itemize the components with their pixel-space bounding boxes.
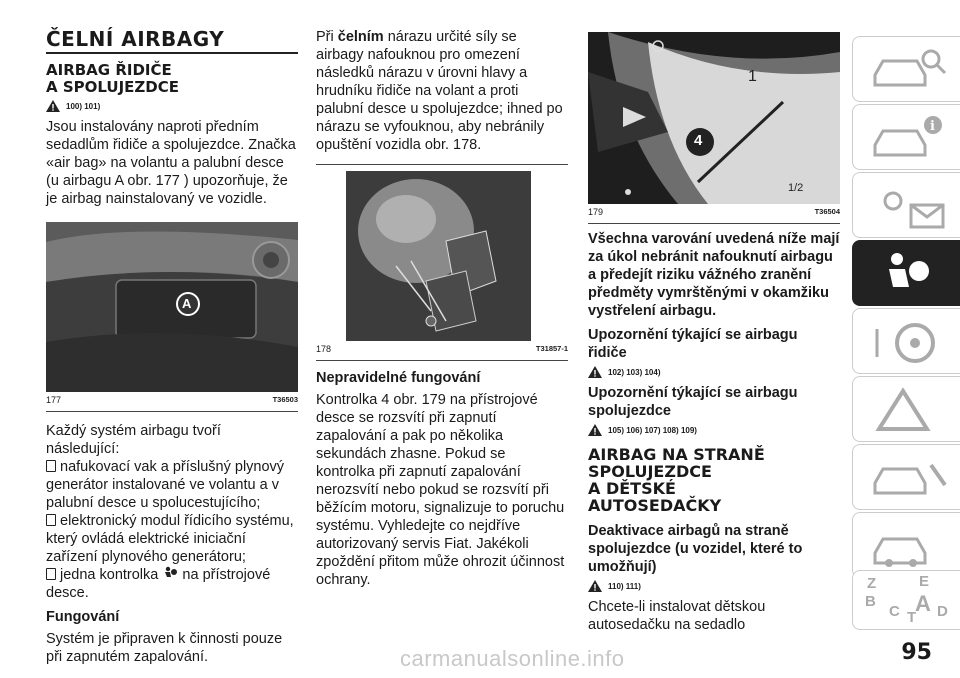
column-3 bbox=[588, 32, 840, 634]
figure-label-a: A bbox=[182, 296, 192, 311]
gauge-mark-half: 1/2 bbox=[788, 182, 804, 194]
svg-text:i: i bbox=[930, 119, 935, 134]
index-tab-specifications[interactable] bbox=[852, 512, 960, 578]
system-intro: Každý systém airbagu tvoří následující: bbox=[46, 423, 221, 457]
index-tab-starting-driving[interactable] bbox=[852, 308, 960, 374]
figure-178 bbox=[336, 171, 536, 341]
intro-paragraph: Jsou instalovány naproti předním sedadlům řidiče a spolujezdce. Značka «air bag» na volantu a palubní desce (u airbagu A obr. 177 ) upozorňuje, že je airbag nainstalovaný ve vozidle. bbox=[46, 119, 296, 207]
airbag-safety-icon bbox=[853, 241, 960, 305]
irregular-heading: Nepravidelné fungování bbox=[316, 370, 481, 386]
list-item: elektronický modul řídicího systému, který ovládá elektrické iniciační zařízení plynového generátoru; bbox=[46, 513, 294, 565]
passenger-warning-refs: 105) 106) 107) 108) 109) bbox=[588, 424, 840, 436]
emergency-triangle-icon bbox=[853, 377, 960, 441]
front-impact-paragraph: Při čelním nárazu určité síly se airbagy nafouknou pro omezení následků nárazu v úrovni hlavy a hrudníku řidiče na volant a proti palubní desce u spolujezdce; ihned po nárazu se vyfouknou, aby nebránily opuštění vozidla obr. 178. bbox=[316, 29, 563, 153]
car-info-icon bbox=[853, 105, 960, 169]
airbag-warning-icon bbox=[162, 566, 178, 582]
watermark: carmanualsonline.info bbox=[400, 646, 625, 671]
car-specs-icon bbox=[853, 513, 960, 577]
column-2 bbox=[316, 28, 568, 589]
steering-wheel-icon bbox=[853, 309, 960, 373]
figure-179-caption: 179 T36504 bbox=[588, 204, 840, 224]
subsection-title: AIRBAG ŘIDIČE A SPOLUJEZDCE bbox=[46, 61, 179, 96]
warning-icon bbox=[588, 366, 602, 378]
gauge-mark-1: 1 bbox=[748, 68, 757, 85]
title-rule bbox=[46, 52, 298, 54]
index-tab-car-info[interactable] bbox=[852, 36, 960, 102]
figure-177-caption: 177 T36503 bbox=[46, 392, 298, 412]
list-item: jedna kontrolka na přístrojové desce. bbox=[46, 567, 271, 601]
figure-label-4: 4 bbox=[694, 132, 703, 149]
warning-icon bbox=[46, 100, 60, 112]
function-text: Systém je připraven k činnosti pouze při zapnutém zapalování. bbox=[46, 631, 283, 665]
index-tab-emergency[interactable] bbox=[852, 376, 960, 442]
bullet-icon bbox=[46, 514, 56, 526]
driver-warning-refs: 102) 103) 104) bbox=[588, 366, 840, 378]
deactivation-refs: 110) 111) bbox=[588, 580, 840, 592]
warning-icon bbox=[588, 580, 602, 592]
warning-refs: 100) 101) bbox=[46, 100, 298, 112]
dashboard-photo bbox=[46, 222, 298, 392]
warning-bold-paragraph: Všechna varování uvedená níže mají za úkol nebránit nafouknutí airbagu a předejít riziku vážného zranění předměty vymrštěnými v okamžiku vystřelení airbagu. bbox=[588, 231, 840, 319]
column-1 bbox=[46, 28, 298, 666]
warning-light-icon bbox=[853, 173, 960, 237]
index-letters: Z E B C T A D bbox=[865, 573, 948, 626]
list-item: nafukovací vak a příslušný plynový generátor instalované ve volantu a v palubní desce u spolucestujícího; bbox=[46, 459, 285, 511]
index-tab-safety[interactable] bbox=[852, 240, 960, 306]
index-tab-maintenance[interactable] bbox=[852, 444, 960, 510]
car-maintenance-icon bbox=[853, 445, 960, 509]
page-number: 95 bbox=[901, 640, 932, 665]
deactivation-heading: Deaktivace airbagů na straně spolujezdce (u vozidel, které to umožňují) bbox=[588, 523, 803, 575]
index-tab-warning-lights[interactable] bbox=[852, 172, 960, 238]
index-tab-car-controls[interactable] bbox=[852, 104, 960, 170]
section-title: ČELNÍ AIRBAGY bbox=[46, 27, 225, 51]
driver-warning-heading: Upozornění týkající se airbagu řidiče bbox=[588, 327, 798, 361]
passenger-warning-heading: Upozornění týkající se airbagu spolujezdce bbox=[588, 385, 798, 419]
warning-icon bbox=[588, 424, 602, 436]
instrument-cluster-photo bbox=[588, 32, 840, 204]
deactivation-text: Chcete-li instalovat dětskou autosedačku na sedadlo bbox=[588, 599, 766, 633]
side-airbag-title: AIRBAG NA STRANĚ SPOLUJEZDCE A DĚTSKÉ AUTOSEDAČKY bbox=[588, 445, 765, 515]
bullet-icon bbox=[46, 568, 56, 580]
airbag-illustration bbox=[336, 171, 536, 341]
bullet-icon bbox=[46, 460, 56, 472]
function-heading: Fungování bbox=[46, 609, 120, 625]
figure-179 bbox=[588, 32, 840, 204]
figure-178-caption: 178 T31857-1 bbox=[316, 341, 568, 361]
car-search-icon bbox=[853, 37, 960, 101]
index-tab-alphabetical-index[interactable] bbox=[852, 570, 960, 630]
irregular-text: Kontrolka 4 obr. 179 na přístrojové desce se rozsvítí při zapnutí zapalování a pak po několika sekundách zhasne. Pokud se kontrolka při zapnutí zapalování nerozsvítí nebo pokud se rozsvítí při běžícím motoru, signalizuje to poruchu systému. Vyhledejte co nejdříve autorizovaný servis Fiat. Jakékoli zpoždění přitom může ohrozit účinnost ochrany. bbox=[316, 392, 565, 588]
figure-178-top-rule bbox=[316, 164, 568, 165]
figure-177 bbox=[46, 222, 298, 392]
